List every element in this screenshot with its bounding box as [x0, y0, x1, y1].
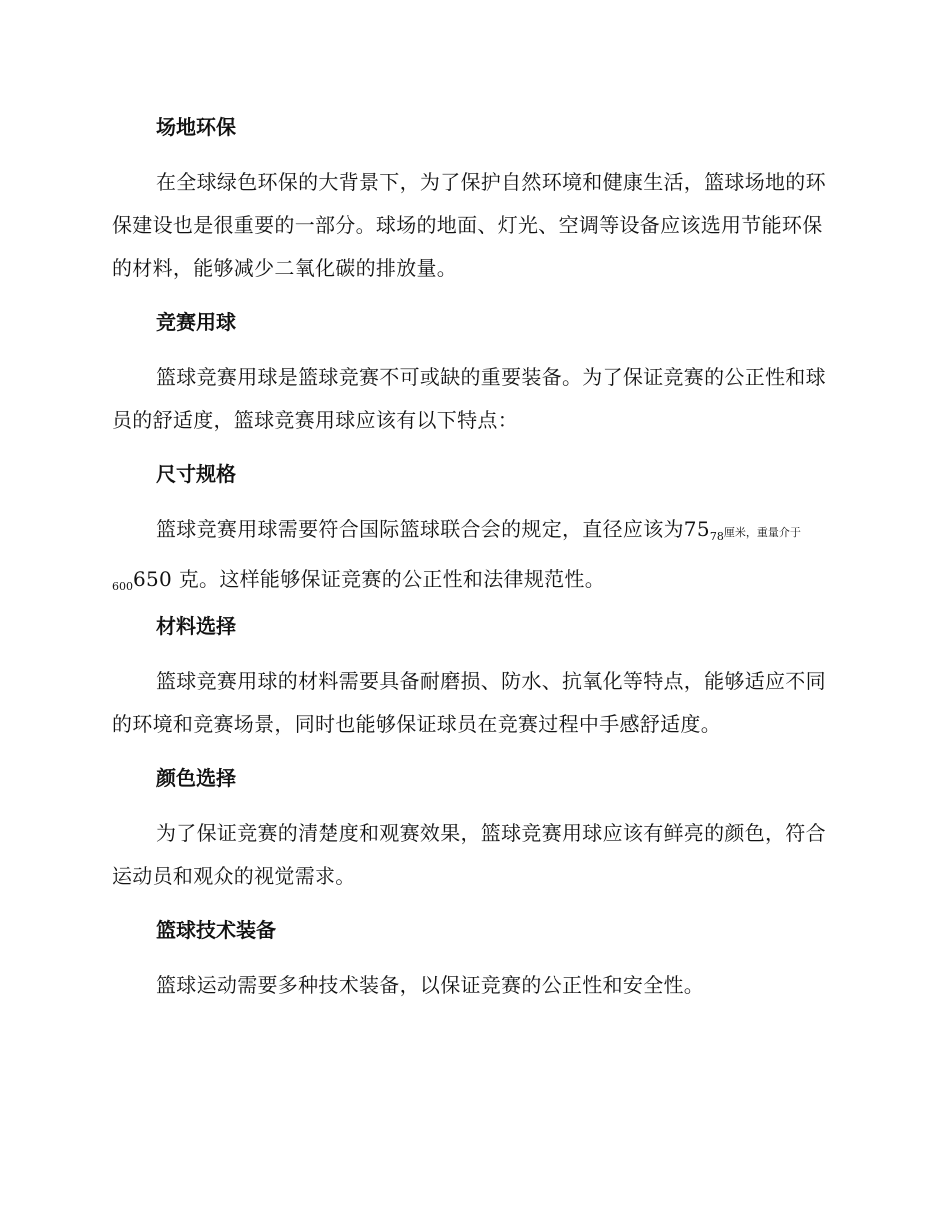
section-paragraph-size-spec — [112, 508, 834, 608]
section-heading-tech-equipment: 篮球技术装备 — [156, 918, 276, 942]
section-heading-material: 材料选择 — [156, 614, 236, 638]
section-paragraph-tech-equipment: 篮球运动需要多种技术装备，以保证竞赛的公正性和安全性。 — [156, 973, 705, 997]
section-heading-color: 颜色选择 — [156, 766, 236, 790]
section-paragraph-venue-environment: 在全球绿色环保的大背景下，为了保护自然环境和健康生活，篮球场地的环保建设也是很重要的一部分。球场的地面、灯光、空调等设备应该选用节能环保的材料，能够减少二氧化碳的排放量。 — [112, 170, 826, 280]
section-paragraph-competition-ball: 篮球竞赛用球是篮球竞赛不可或缺的重要装备。为了保证竞赛的公正性和球员的舒适度，篮球竞赛用球应该有以下特点： — [112, 365, 826, 432]
size-text-unit-weight: 厘米，重量介 — [723, 526, 790, 539]
section-heading-venue-environment: 场地环保 — [156, 115, 236, 139]
section-paragraph-color: 为了保证竞赛的清楚度和观赛效果，篮球竞赛用球应该有鲜亮的颜色，符合运动员和观众的视觉需求。 — [112, 821, 826, 888]
section-paragraph-material: 篮球竞赛用球的材料需要具备耐磨损、防水、抗氧化等特点，能够适应不同的环境和竞赛场景，同时也能够保证球员在竞赛过程中手感舒适度。 — [112, 669, 826, 736]
size-text-part-6: 650 克。这样能够保证竞赛的公正性和法律规范性。 — [133, 567, 606, 591]
size-text-part-1: 篮球竞赛用球需要符合国际篮球联合会的规定，直径应该为75 — [156, 517, 710, 541]
size-text-weight-min: 600 — [112, 580, 133, 593]
section-heading-competition-ball: 竞赛用球 — [156, 310, 236, 334]
section-heading-size-spec: 尺寸规格 — [156, 462, 236, 486]
size-text-between: 于 — [789, 526, 801, 539]
size-text-diameter-max: 78 — [709, 530, 724, 543]
